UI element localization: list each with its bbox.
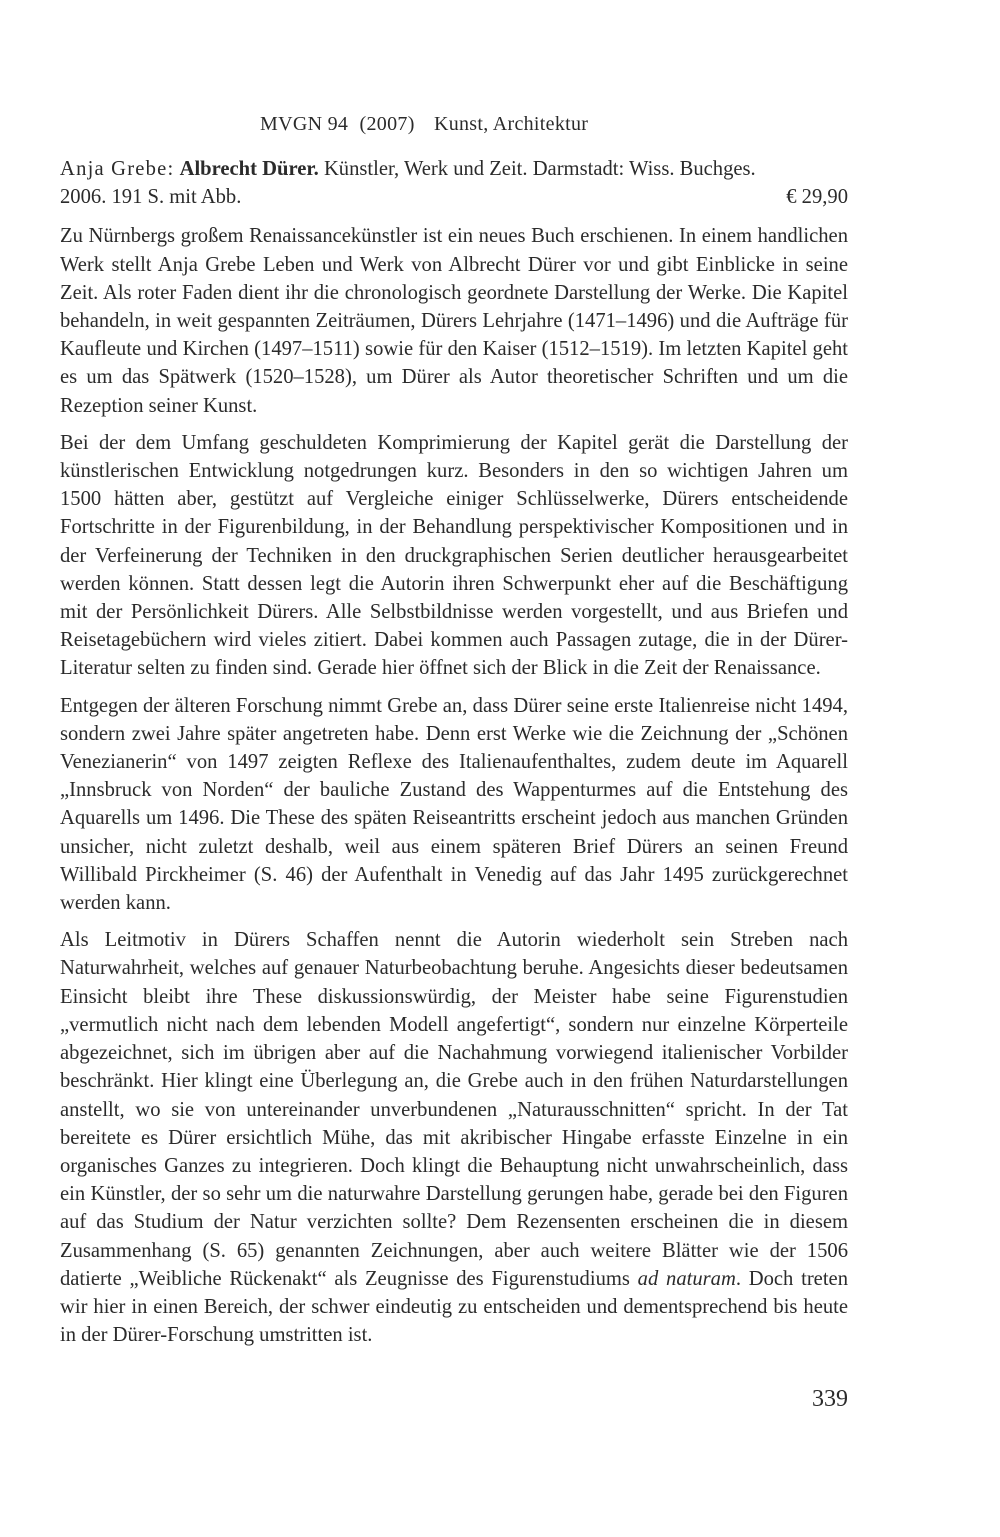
journal-year: (2007)	[359, 113, 415, 135]
book-details: Künstler, Werk und Zeit. Darmstadt: Wiss. Buchges.	[323, 158, 756, 180]
review-body	[60, 155, 848, 1358]
section-title: Kunst, Architektur	[433, 113, 589, 135]
italic-phrase: ad naturam	[637, 1267, 736, 1290]
book-author: Anja Grebe:	[60, 158, 175, 180]
paragraph-2: Bei der dem Umfang geschuldeten Komprimierung der Kapitel gerät die Darstellung der künstlerischen Entwicklung notgedrungen kurz. Besonders in den so wichtigen Jahren um 1500 hätten aber, gestützt auf Vergleiche einiger Schlüsselwerke, Dürers entscheidende Fortschritte in der Figurenbildung, in der Behandlung perspektivischer Kompositionen und in der Verfeinerung der Techniken in den druckgraphischen Serien deutlicher herausgearbeitet werden können. Statt dessen legt die Autorin ihren Schwerpunkt eher auf die Beschäftigung mit der Persönlichkeit Dürers. Alle Selbstbildnisse werden vorgestellt, und aus Briefen und Reisetagebüchern wird vieles zitiert. Dabei kommen auch Passagen zutage, die in der Dürer-Literatur selten zu finden sind. Gerade hier öffnet sich der Blick in die Zeit der Renaissance.	[60, 431, 848, 680]
book-title: Albrecht Dürer.	[179, 158, 319, 180]
book-price: € 29,90	[786, 186, 848, 209]
paragraph-3: Entgegen der älteren Forschung nimmt Grebe an, dass Dürer seine erste Italienreise nicht 1494, sondern zwei Jahre später angetreten habe. Denn erst Werke wie die Zeichnung der „Schönen Venezianerin“ von 1497 zeigten Reflexe des Italienaufenthaltes, zudem deute im Aquarell „Innsbruck von Norden“ der bauliche Zustand des Wappenturmes auf die Entstehung des Aquarells um 1496. Die These des späten Reiseantritts erscheint jedoch aus manchen Gründen unsicher, nicht zuletzt deshalb, weil aus einem späteren Brief Dürers an seinen Freund Willibald Pirckheimer (S. 46) der Aufenthalt in Venedig auf das Jahr 1495 zurückgerechnet werden kann.	[60, 694, 848, 915]
paragraph-4-text-a: Als Leitmotiv in Dürers Schaffen nennt die Autorin wiederholt sein Streben nach Naturwahrheit, welches auf genauer Naturbeobachtung beruhe. Angesichts dieser bedeutsamen Einsicht bleibt ihre These diskussionswürdig, der Meister habe seine Figurenstudien „vermutlich nicht nach dem lebenden Modell angefertigt“, sondern nur einzelne Körperteile abgezeichnet, sich im übrigen aber auf die Nachahmung vorwiegend italienischer Vorbilder beschränkt. Hier klingt eine Überlegung an, die Grebe auch in den frühen Naturdarstellungen anstellt, wo sie von untereinander unverbundenen „Naturausschnitten“ spricht. In der Tat bereitete es Dürer ersichtlich Mühe, das mit akribischer Hingabe erfasste Einzelne in ein organisches Ganzes zu integrieren. Doch klingt die Behauptung nicht unwahrscheinlich, dass ein Künstler, der so sehr um die naturwahre Darstellung gerungen habe, gerade bei den Figuren auf das Studium der Natur verzichten sollte? Dem Rezensenten erscheinen die in diesem Zusammenhang (S. 65) genannten Zeichnungen, aber auch weitere Blätter wie der 1506 datierte „Weibliche Rückenakt“ als Zeugnisse des Figurenstudiums	[60, 929, 848, 1290]
book-citation	[60, 155, 848, 183]
journal-name: MVGN 94	[260, 113, 349, 135]
paragraph-1: Zu Nürnbergs großem Renaissancekünstler ist ein neues Buch erschienen. In einem handlichen Werk stellt Anja Grebe Leben und Werk von Albrecht Dürer vor und gibt Einblicke in seine Zeit. Als roter Faden dient ihr die chronologisch geordnete Darstellung der Werke. Die Kapitel behandeln, in weit gespannten Zeiträumen, Dürers Lehrjahre (1471–1496) und die Aufträge für Kaufleute und Kirchen (1497–1511) sowie für den Kaiser (1512–1519). Im letzten Kapitel geht es um das Spätwerk (1520–1528), um Dürer als Autor theoretischer Schriften und um die Rezeption seiner Kunst.	[60, 225, 848, 417]
paragraph-4	[60, 926, 848, 1349]
paragraph-4-text-b: . Doch treten wir hier in einen Bereich, der schwer eindeutig zu entscheiden und dementsprechend bis heute in der Dürer-Forschung umstritten ist.	[60, 1267, 848, 1347]
book-pages: 2006. 191 S. mit Abb.	[60, 186, 242, 209]
running-head	[260, 113, 588, 136]
citation-line-2	[60, 183, 848, 211]
page-number: 339	[812, 1386, 848, 1412]
